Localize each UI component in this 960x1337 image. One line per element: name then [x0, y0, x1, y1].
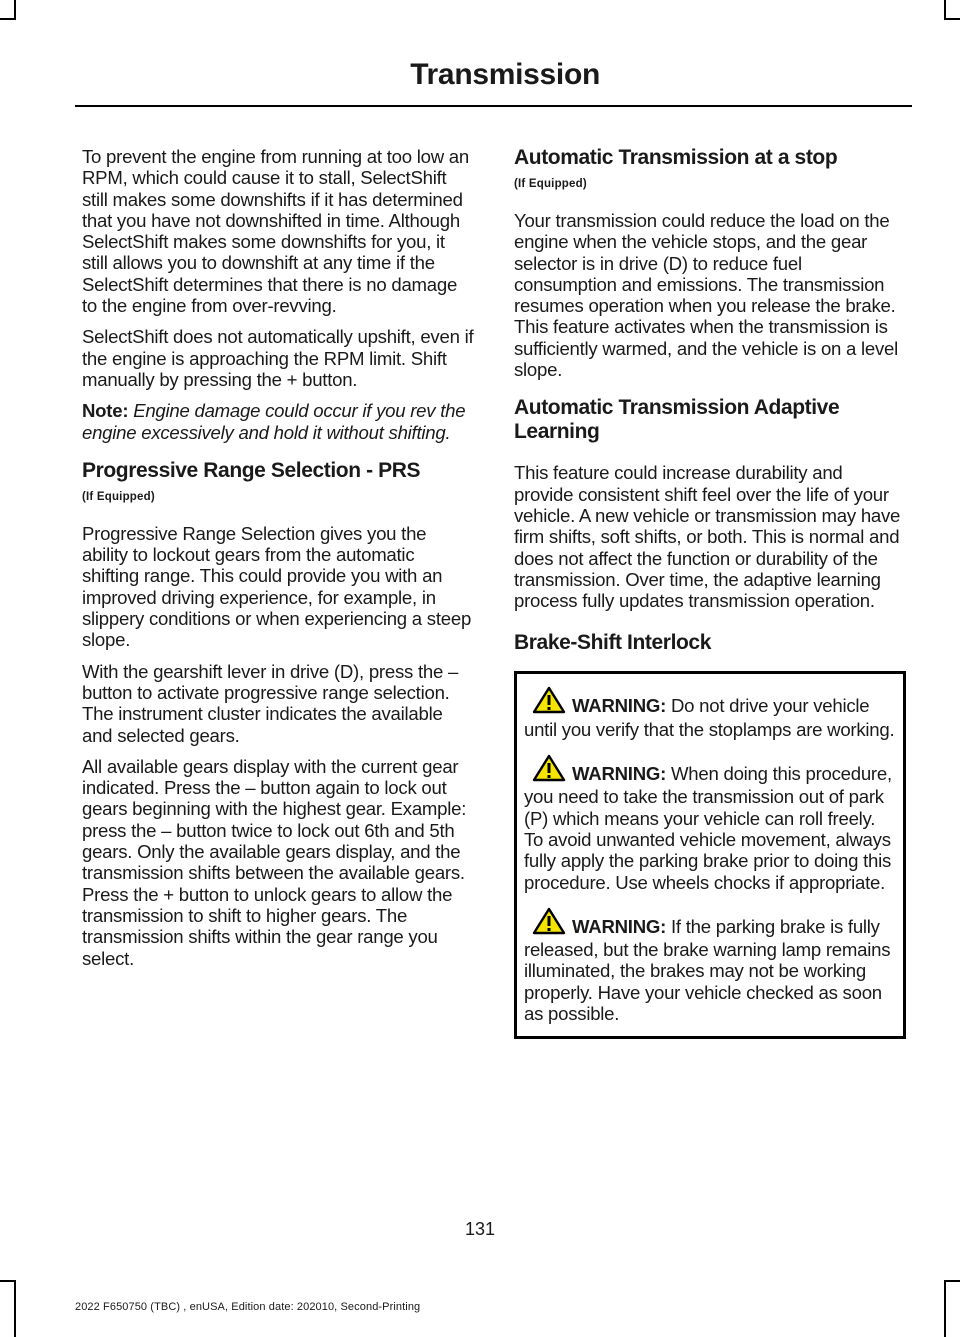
if-equipped-label: (If Equipped) — [514, 178, 587, 190]
crop-mark — [944, 18, 960, 20]
paragraph: To prevent the engine from running at too low an RPM, which could cause it to stall, SelectShift still makes some downshifts if it has determined that you have not downshifted in time. Although SelectShift makes some downshifts for you, it still allows you to downshift at any time if the SelectShift determines that there is no damage to the engine from over-revving. — [82, 146, 469, 317]
note — [82, 400, 474, 443]
note-text: Engine damage could occur if you rev the engine excessively and hold it without shifting. — [82, 400, 466, 443]
paragraph: With the gearshift lever in drive (D), press the – button to activate progressive range selection. The instrument cluster indicates the available and selected gears. — [82, 660, 459, 746]
section-heading-adaptive: Automatic Transmission Adaptive Learning — [514, 396, 840, 444]
page-number: 131 — [464, 1219, 496, 1239]
paragraph: This feature could increase durability and provide consistent shift feel over the life of your vehicle. A new vehicle or transmission may have firm shifts, soft shifts, or both. This is normal and does not affect the function or durability of the transmission. Over time, the adaptive learning process fully updates transmission operation. — [514, 462, 901, 612]
warning-label: WARNING: — [572, 915, 667, 937]
right-column — [514, 146, 906, 1039]
header-rule — [75, 105, 912, 107]
warning-item — [524, 686, 895, 740]
section-heading-interlock: Brake-Shift Interlock — [514, 631, 711, 655]
warning-text: Do not drive your vehicle until you verify that the stoplamps are working. — [524, 695, 895, 740]
warning-label: WARNING: — [572, 763, 667, 785]
paragraph: All available gears display with the current gear indicated. Press the – button again to lock out gears beginning with the highest gear. Example: press the – button twice to lock out 6th and 5th gears. Only the available gears display, and the transmission shifts between the available gears. Press the + button to unlock gears to allow the transmission to shift to higher gears. The transmission shifts within the gear range you select. — [82, 755, 467, 969]
warning-triangle-icon — [532, 907, 566, 939]
warning-text: If the parking brake is fully released, but the brake warning lamp remains illuminated, the brakes may not be working properly. Have your vehicle checked as soon as possible. — [524, 915, 891, 1025]
warning-box — [514, 671, 906, 1039]
warning-triangle-icon — [532, 754, 566, 786]
paragraph: Your transmission could reduce the load on the engine when the vehicle stops, and the gear selector is in drive (D) to reduce fuel consumption and emissions. The transmission resumes operation when you release the brake. This feature activates when the transmission is sufficiently warmed, and the vehicle is on a level slope. — [514, 210, 899, 381]
footer-edition-text: 2022 F650750 (TBC) , enUSA, Edition date: 202010, Second-Printing — [75, 1301, 421, 1313]
crop-mark — [0, 18, 16, 20]
warning-triangle-icon — [532, 686, 566, 718]
crop-mark — [944, 1280, 946, 1337]
left-column — [82, 146, 474, 979]
warning-text: When doing this procedure, you need to take the transmission out of park (P) which means your vehicle can roll freely. To avoid unwanted vehicle movement, always fully apply the parking brake prior to doing this procedure. Use wheels chocks if appropriate. — [524, 763, 892, 893]
warning-item — [524, 754, 895, 893]
warning-item — [524, 907, 895, 1024]
crop-mark — [14, 0, 16, 20]
paragraph: SelectShift does not automatically upshift, even if the engine is approaching the RPM limit. Shift manually by pressing the + button. — [82, 326, 474, 390]
note-label: Note: — [82, 400, 129, 422]
if-equipped-label: (If Equipped) — [82, 490, 155, 503]
crop-mark — [0, 1280, 16, 1282]
section-heading-stop: Automatic Transmission at a stop — [514, 146, 838, 169]
crop-mark — [14, 1280, 16, 1337]
page-title: Transmission — [410, 58, 600, 91]
paragraph: Progressive Range Selection gives you the ability to lockout gears from the automatic shifting range. This could provide you with an improved driving experience, for example, in slippery conditions or when experiencing a steep slope. — [82, 522, 472, 651]
crop-mark — [944, 1280, 960, 1282]
warning-label: WARNING: — [572, 695, 667, 717]
crop-mark — [944, 0, 946, 20]
section-heading-prs: Progressive Range Selection - PRS — [82, 458, 421, 482]
